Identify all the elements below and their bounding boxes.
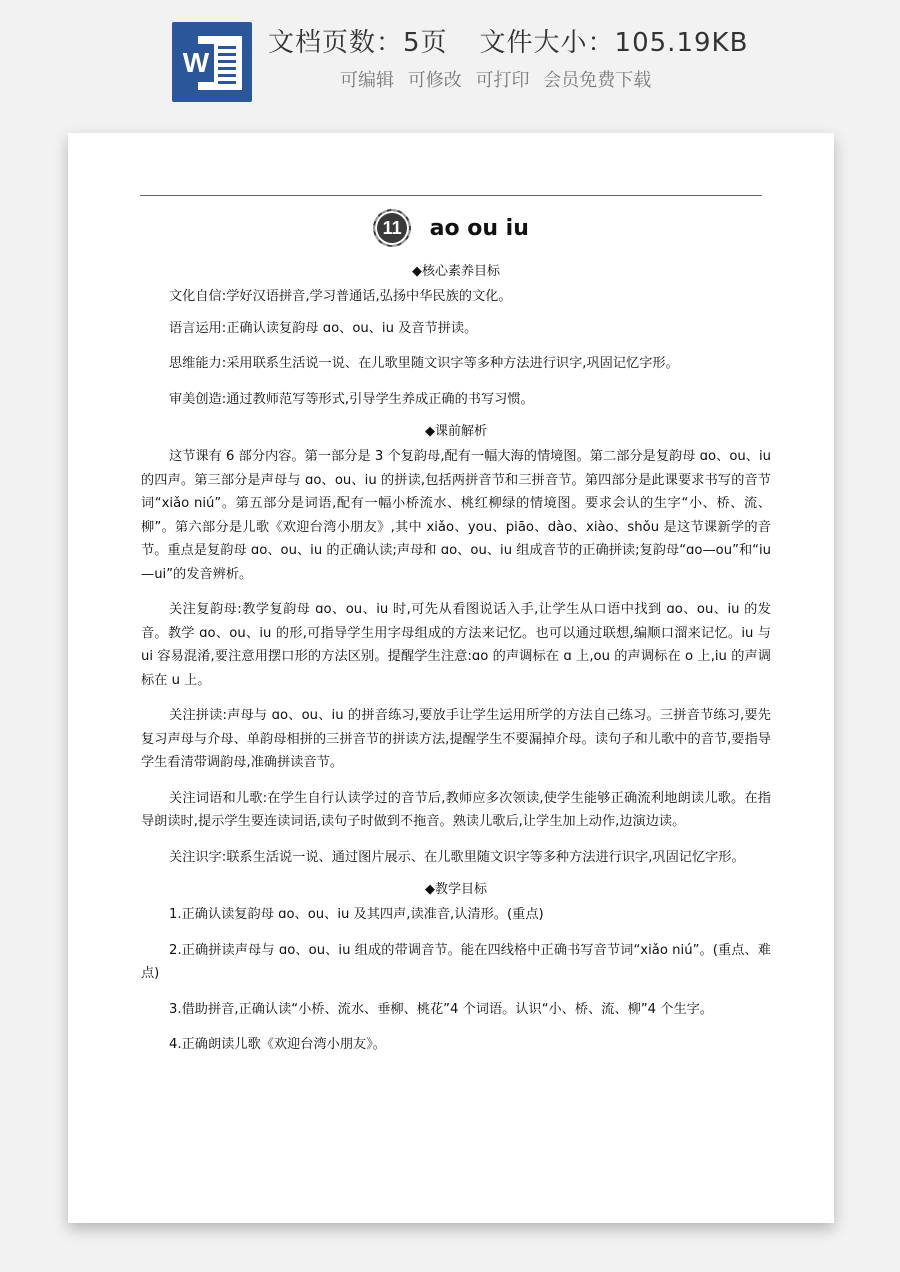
doc-line <box>218 81 236 84</box>
header-rule <box>140 195 762 196</box>
paragraph: 关注词语和儿歌:在学生自行认读学过的音节后,教师应多次领读,使学生能够正确流利地朗读儿歌。在指导朗读时,提示学生要连读词语,读句子时做到不拖音。熟读儿歌后,让学生加上动作,边演边读。 <box>141 790 771 829</box>
document-page <box>68 133 834 1223</box>
paragraph: 2.正确拼读声母与 ɑo、ou、iu 组成的带调音节。能在四线格中正确书写音节词“xiǎo niú”。(重点、难点) <box>141 942 771 981</box>
doc-line <box>218 53 236 56</box>
paragraph: 审美创造:通过教师范写等形式,引导学生养成正确的书写习惯。 <box>169 391 534 407</box>
page-count: 文档页数：5页 <box>268 28 448 58</box>
doc-line <box>218 67 236 70</box>
banner-title <box>268 22 748 59</box>
section-heading-teaching-goals: ◆教学目标 <box>425 882 487 897</box>
feature-member-free-download: 会员免费下载 <box>543 70 652 91</box>
paragraph: 3.借助拼音,正确认读“小桥、流水、垂柳、桃花”4 个词语。认识“小、桥、流、柳”4 个生字。 <box>169 1001 714 1017</box>
lesson-number-badge: 11 <box>373 209 411 247</box>
lesson-title: ao ou iu <box>429 215 529 241</box>
paragraph: 关注识字:联系生活说一说、通过图片展示、在儿歌里随文识字等多种方法进行识字,巩固记忆字形。 <box>169 849 745 865</box>
paragraph: 文化自信:学好汉语拼音,学习普通话,弘扬中华民族的文化。 <box>169 289 512 304</box>
lesson-header <box>68 209 834 247</box>
doc-line <box>218 74 236 77</box>
word-document-icon <box>172 22 252 102</box>
doc-line <box>218 60 236 63</box>
word-logo-letter: W <box>178 44 214 82</box>
feature-list <box>340 66 659 92</box>
file-size: 文件大小：105.19KB <box>479 28 749 58</box>
document-body <box>141 263 771 1069</box>
doc-line <box>218 46 236 49</box>
section-heading-core-goals: ◆核心素养目标 <box>412 264 500 279</box>
paragraph: 关注复韵母:教学复韵母 ɑo、ou、iu 时,可先从看图说话入手,让学生从口语中找到 ɑo、ou、iu 的发音。教学 ɑo、ou、iu 的形,可指导学生用字母组成的方法来记忆。也可以通过联想,编顺口溜来记忆。iu 与 ui 容易混淆,要注意用摆口形的方法区别。提醒学生注意:ɑo 的声调标在 ɑ 上,ou 的声调标在 o 上,iu 的声调标在 u 上。 <box>141 602 771 688</box>
feature-modifiable: 可修改 <box>407 70 462 91</box>
section-heading-pre-class-analysis: ◆课前解析 <box>425 424 487 439</box>
feature-printable: 可打印 <box>475 70 530 91</box>
paragraph: 这节课有 6 部分内容。第一部分是 3 个复韵母,配有一幅大海的情境图。第二部分是复韵母 ɑo、ou、iu 的四声。第三部分是声母与 ɑo、ou、iu 的拼读,包括两拼音节和三拼音节。第四部分是此课要求书写的音节词“xiǎo niú”。第五部分是词语,配有一幅小桥流水、桃红柳绿的情境图。要求会认的生字“小、桥、流、柳”。第六部分是儿歌《欢迎台湾小朋友》,其中 xiǎo、you、piāo、dào、xiào、shǒu 是这节课新学的音节。重点是复韵母 ɑo、ou、iu 的正确认读;声母和 ɑo、ou、iu 组成音节的正确拼读;复韵母“ɑo—ou”和“iu—ui”的发音辨析。 <box>141 449 771 582</box>
document-info-banner <box>0 0 900 125</box>
paragraph: 思维能力:采用联系生活说一说、在儿歌里随文识字等多种方法进行识字,巩固记忆字形。 <box>169 356 679 371</box>
paragraph: 关注拼读:声母与 ɑo、ou、iu 的拼音练习,要放手让学生运用所学的方法自己练习。三拼音节练习,要先复习声母与介母、单韵母相拼的三拼音节的拼读方法,提醒学生不要漏掉介母。读句子和儿歌中的音节,要指导学生看清带调韵母,准确拼读音节。 <box>141 708 771 770</box>
paragraph: 4.正确朗读儿歌《欢迎台湾小朋友》。 <box>169 1037 386 1052</box>
feature-editable: 可编辑 <box>340 70 394 91</box>
paragraph: 语言运用:正确认读复韵母 ɑo、ou、iu 及音节拼读。 <box>169 320 478 336</box>
paragraph: 1.正确认读复韵母 ɑo、ou、iu 及其四声,读准音,认清形。(重点) <box>169 907 544 922</box>
